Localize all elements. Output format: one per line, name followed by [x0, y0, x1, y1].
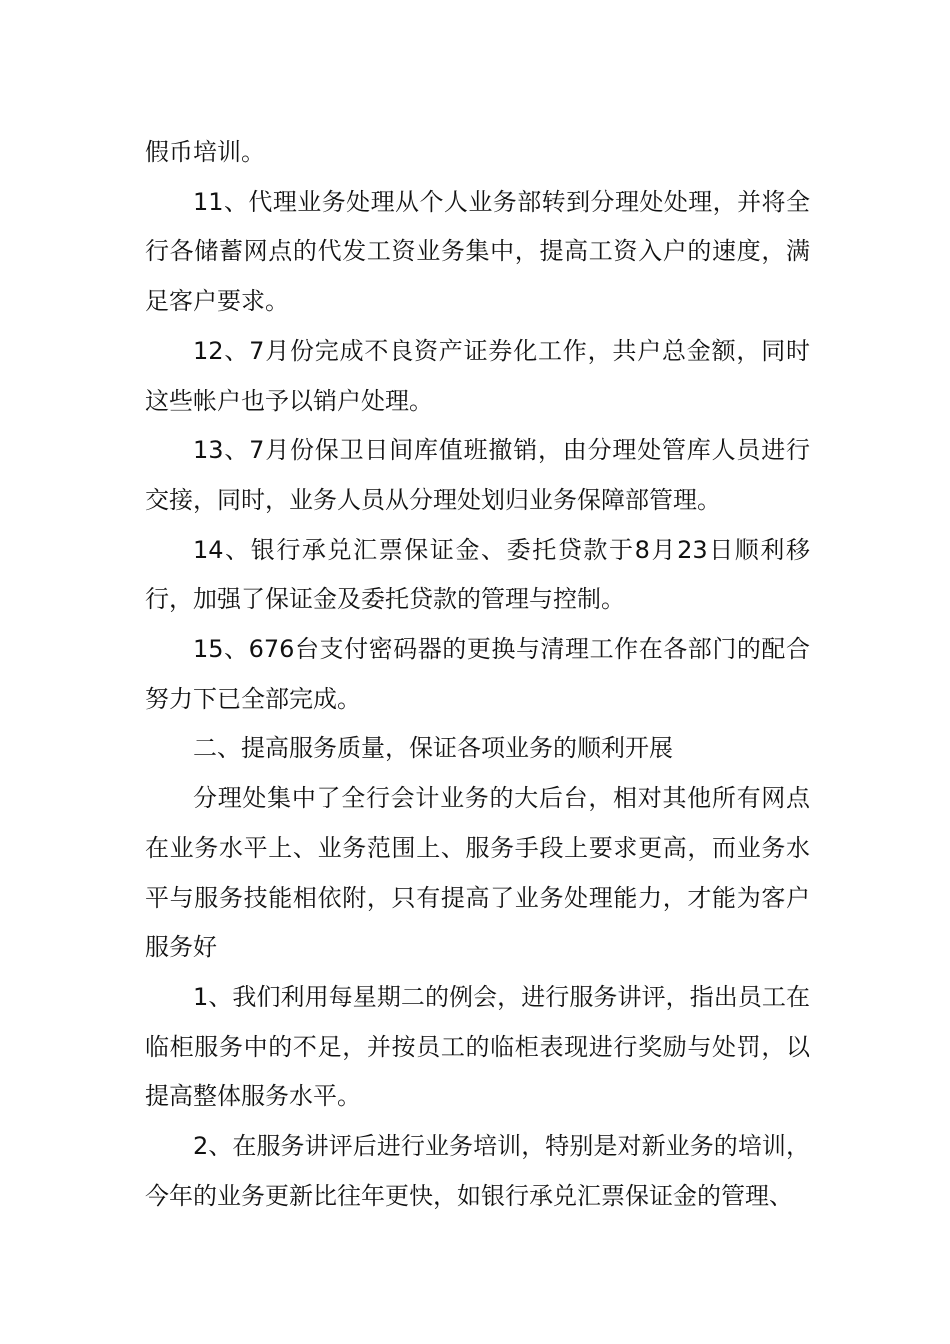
- paragraph-point-2: 2、在服务讲评后进行业务培训，特别是对新业务的培训，今年的业务更新比往年更快，如银行承兑汇票保证金的管理、: [145, 1132, 810, 1210]
- paragraph-section-intro: 分理处集中了全行会计业务的大后台，相对其他所有网点在业务水平上、业务范围上、服务手段上要求更高，而业务水平与服务技能相依附，只有提高了业务处理能力，才能为客户服务好: [145, 784, 810, 962]
- section-heading: 二、提高服务质量，保证各项业务的顺利开展: [193, 734, 673, 763]
- paragraph-item-13: 13、7月份保卫日间库值班撤销，由分理处管库人员进行交接，同时，业务人员从分理处划归业务保障部管理。: [145, 436, 810, 514]
- paragraph-continued: 假币培训。: [145, 138, 265, 166]
- paragraph-point-1: 1、我们利用每星期二的例会，进行服务讲评，指出员工在临柜服务中的不足，并按员工的临柜表现进行奖励与处罚，以提高整体服务水平。: [145, 982, 810, 1111]
- paragraph-item-15: 15、676台支付密码器的更换与清理工作在各部门的配合努力下已全部完成。: [145, 635, 810, 713]
- paragraph-item-14: 14、银行承兑汇票保证金、委托贷款于8月23日顺利移行，加强了保证金及委托贷款的管理与控制。: [145, 535, 810, 614]
- document-body: [145, 128, 810, 1221]
- paragraph-item-12: 12、7月份完成不良资产证券化工作，共户总金额，同时这些帐户也予以销户处理。: [145, 336, 810, 415]
- paragraph-item-11: 11、代理业务处理从个人业务部转到分理处处理，并将全行各储蓄网点的代发工资业务集中，提高工资入户的速度，满足客户要求。: [145, 187, 810, 316]
